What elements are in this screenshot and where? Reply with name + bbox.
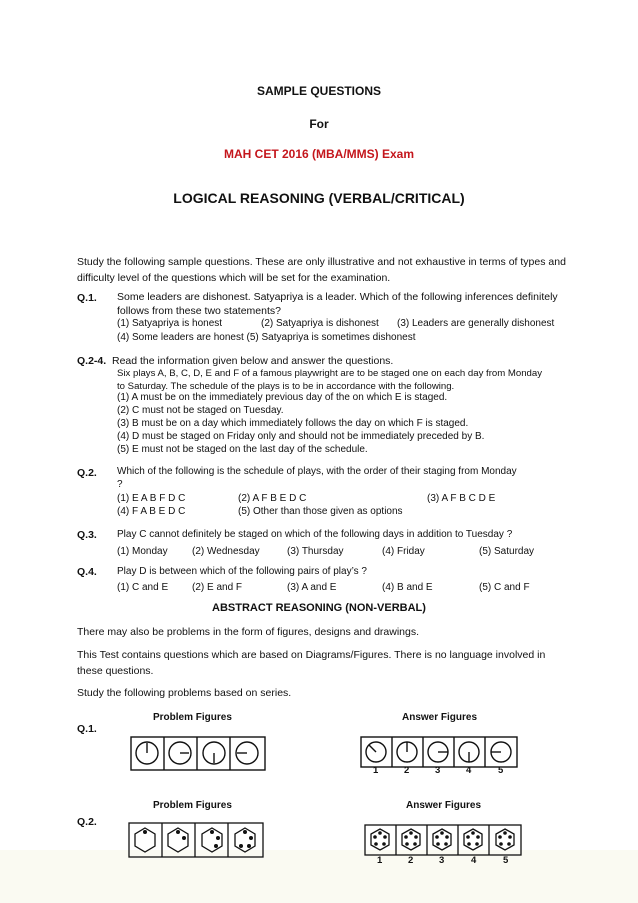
q1-number: Q.1.	[77, 292, 97, 304]
q3-option-1: (1) Monday	[117, 546, 168, 557]
q4-number: Q.4.	[77, 566, 97, 578]
q1-option-4-5: (4) Some leaders are honest (5) Satyapriya is sometimes dishonest	[117, 332, 416, 343]
q4-option-5: (5) C and F	[479, 582, 530, 593]
rule-2: (2) C must not be staged on Tuesday.	[117, 405, 284, 416]
q1-problem-figures	[130, 736, 266, 772]
q1-problem-figures-label: Problem Figures	[153, 712, 232, 723]
q1-answer-number-1: 1	[373, 765, 379, 776]
q4-option-1: (1) C and E	[117, 582, 169, 593]
q1-option-1: (1) Satyapriya is honest	[117, 318, 223, 329]
q4-option-2: (2) E and F	[192, 582, 243, 593]
q2-problem-figures	[128, 822, 264, 858]
abstract-paragraph-1: There may also be problems in the form of figures, designs and drawings.	[77, 626, 420, 638]
q2-4-number: Q.2-4.	[77, 355, 107, 367]
q2-option-3: (3) A F B C D E	[427, 493, 496, 504]
q2-option-4: (4) F A B E D C	[117, 506, 186, 517]
section-title: LOGICAL REASONING (VERBAL/CRITICAL)	[173, 190, 465, 206]
q4-option-3: (3) A and E	[287, 582, 337, 593]
q2-option-2: (2) A F B E D C	[238, 493, 307, 504]
q1-answer-figures-label: Answer Figures	[402, 712, 478, 723]
q1-answer-number-3: 3	[435, 765, 441, 776]
q2-option-1: (1) E A B F D C	[117, 493, 186, 504]
rule-1: (1) A must be on the immediately previous day of the on which E is staged.	[117, 392, 448, 403]
rule-5: (5) E must not be staged on the last day of the schedule.	[117, 444, 368, 455]
q3-option-5: (5) Saturday	[479, 546, 535, 557]
q4-text: Play D is between which of the following pairs of play’s ?	[117, 566, 367, 577]
q1-answer-number-2: 2	[404, 765, 410, 776]
q4-option-4: (4) B and E	[382, 582, 433, 593]
q2-answer-number-2: 2	[408, 855, 414, 866]
q3-option-4: (4) Friday	[382, 546, 425, 557]
q1-answer-number-4: 4	[466, 765, 472, 776]
sample-questions-heading: SAMPLE QUESTIONS	[256, 84, 381, 98]
q1-text: Some leaders are dishonest. Satyapriya is a leader. Which of the following inferences definitely follows from these two statements?	[117, 291, 558, 317]
q3-text: Play C cannot definitely be staged on which of the following days in addition to Tuesday ?	[117, 529, 513, 540]
q2-answer-number-1: 1	[377, 855, 383, 866]
q2-problem-figures-label: Problem Figures	[153, 800, 232, 811]
q2-option-5: (5) Other than those given as options	[238, 506, 403, 517]
q2-number: Q.2.	[77, 467, 97, 479]
q2-answer-figures-label: Answer Figures	[406, 800, 482, 811]
abstract-section-title: ABSTRACT REASONING (NON-VERBAL)	[212, 602, 426, 614]
q2-answer-number-4: 4	[471, 855, 477, 866]
q2-4-instruction: Read the information given below and answer the questions.	[112, 355, 394, 367]
abstract-paragraph-3: Study the following problems based on series.	[77, 687, 292, 699]
q3-option-2: (2) Wednesday	[192, 546, 260, 557]
q1-option-3: (3) Leaders are generally dishonest	[397, 318, 555, 329]
q3-number: Q.3.	[77, 529, 97, 541]
abstract-q2-number: Q.2.	[77, 816, 97, 828]
q2-text: Which of the following is the schedule of plays, with the order of their staging from Monday ?	[117, 466, 517, 490]
q1-option-2: (2) Satyapriya is dishonest	[261, 318, 379, 329]
q2-answer-number-3: 3	[439, 855, 445, 866]
plays-info: Six plays A, B, C, D, E and F of a famous playwright are to be staged one on each day from Monday to Saturday. The schedule of the plays is to be in accordance with the following.	[117, 368, 543, 392]
q1-answer-number-5: 5	[498, 765, 504, 776]
exam-title: MAH CET 2016 (MBA/MMS) Exam	[223, 147, 415, 161]
for-label: For	[309, 117, 329, 131]
rule-3: (3) B must be on a day which immediately follows the day on which F is staged.	[117, 418, 469, 429]
intro-paragraph: Study the following sample questions. These are only illustrative and not exhaustive in terms of types and difficulty level of the questions which will be set for the examination.	[77, 256, 566, 284]
q2-answer-number-5: 5	[503, 855, 509, 866]
q3-option-3: (3) Thursday	[287, 546, 344, 557]
rule-4: (4) D must be staged on Friday only and should not be immediately preceded by B.	[117, 431, 485, 442]
abstract-paragraph-2: This Test contains questions which are based on Diagrams/Figures. There is no language involved in these questions.	[77, 649, 546, 677]
abstract-q1-number: Q.1.	[77, 723, 97, 735]
